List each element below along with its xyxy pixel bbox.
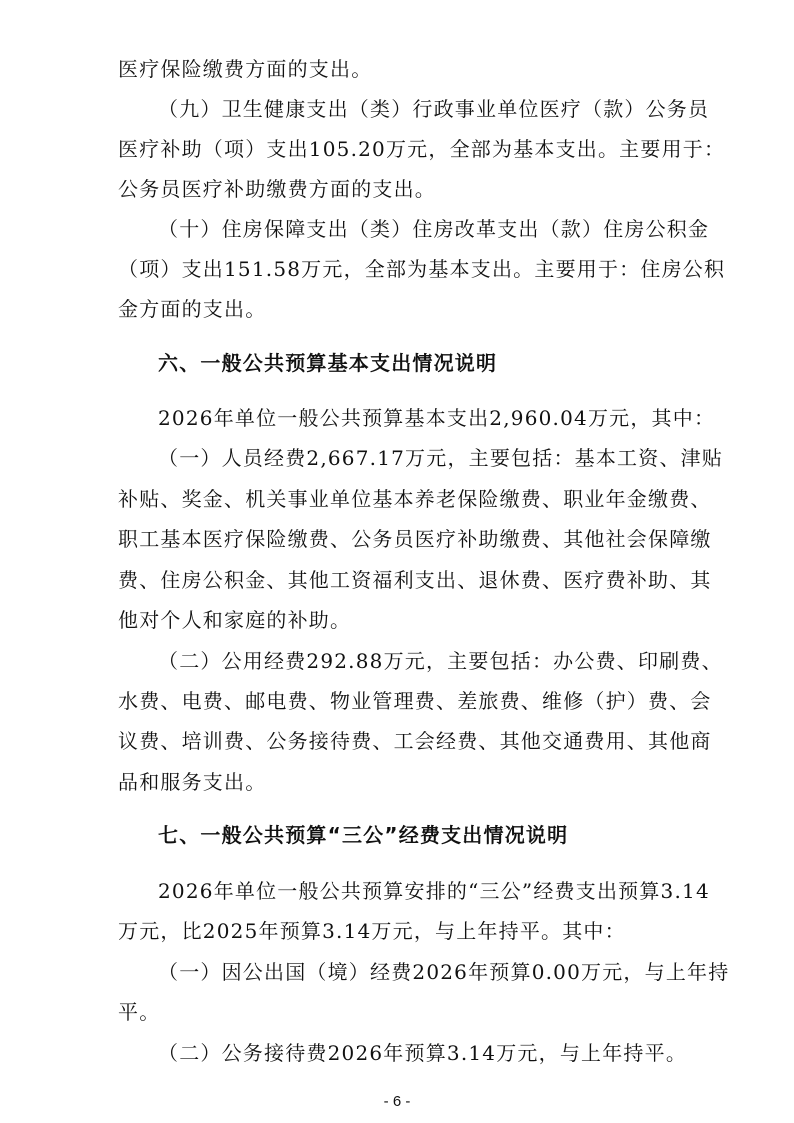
text-line: （十）住房保障支出（类）住房改革支出（款）住房公积金 <box>158 217 710 241</box>
text-line: 品和服务支出。 <box>118 770 267 794</box>
text-line: （一）人员经费2,667.17万元，主要包括：基本工资、津贴 <box>158 446 724 470</box>
text-line: （二）公用经费292.88万元，主要包括：办公费、印刷费、 <box>158 649 723 673</box>
text-line: 他对个人和家庭的补助。 <box>118 608 352 632</box>
text-line: 公务员医疗补助缴费方面的支出。 <box>118 177 436 201</box>
text-line: 医疗补助（项）支出105.20万元，全部为基本支出。主要用于： <box>118 137 726 161</box>
text-line: 金方面的支出。 <box>118 297 267 321</box>
text-line: 水费、电费、邮电费、物业管理费、差旅费、维修（护）费、会 <box>118 689 712 713</box>
text-line: 万元，比2025年预算3.14万元，与上年持平。其中： <box>118 919 626 943</box>
text-line: 2026年单位一般公共预算安排的“三公”经费支出预算3.14 <box>158 879 710 903</box>
text-line: （二）公务接待费2026年预算3.14万元，与上年持平。 <box>158 1041 688 1065</box>
section-heading: 七、一般公共预算“三公”经费支出情况说明 <box>158 823 569 847</box>
section-heading: 六、一般公共预算基本支出情况说明 <box>158 351 498 375</box>
text-line: 费、住房公积金、其他工资福利支出、退休费、医疗费补助、其 <box>118 568 712 592</box>
text-line: 职工基本医疗保险缴费、公务员医疗补助缴费、其他社会保障缴 <box>118 527 712 551</box>
text-line: 议费、培训费、公务接待费、工会经费、其他交通费用、其他商 <box>118 729 712 753</box>
text-line: 医疗保险缴费方面的支出。 <box>118 57 373 81</box>
page-number: - 6 - <box>383 1093 411 1110</box>
text-line: 补贴、奖金、机关事业单位基本养老保险缴费、职业年金缴费、 <box>118 487 712 511</box>
text-line: （一）因公出国（境）经费2026年预算0.00万元，与上年持 <box>158 960 730 984</box>
text-line: 平。 <box>118 1000 161 1024</box>
text-line: （九）卫生健康支出（类）行政事业单位医疗（款）公务员 <box>158 97 710 121</box>
text-line: 2026年单位一般公共预算基本支出2,960.04万元，其中： <box>158 406 716 430</box>
text-line: （项）支出151.58万元，全部为基本支出。主要用于：住房公积 <box>118 257 726 281</box>
